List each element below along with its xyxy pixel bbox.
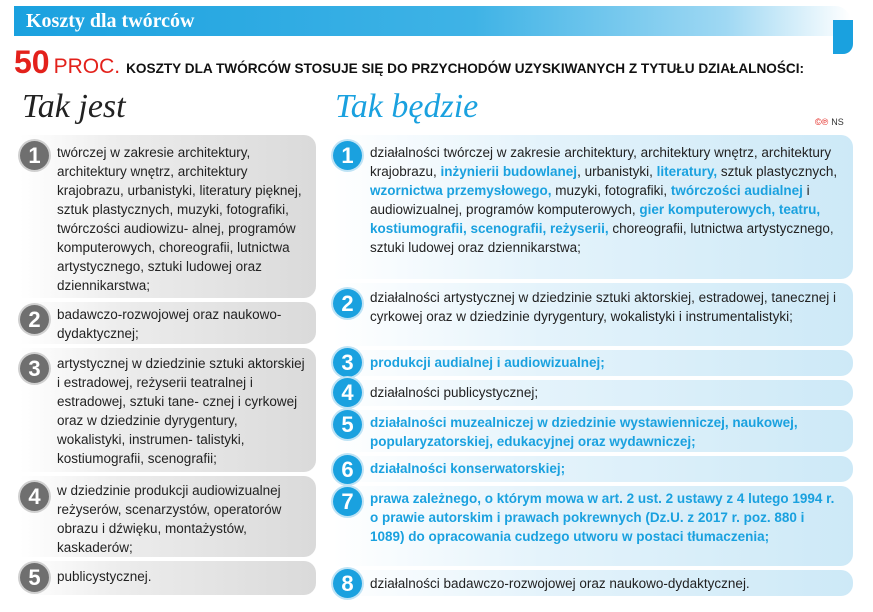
credit-mark [815, 117, 844, 127]
column-title-current: Tak jest [22, 88, 126, 125]
current-item-text: artystycznej w dziedzinie sztuki aktorskiej i estradowej, reżyserii teatralnej i estradowej, sztuki tane- cznej i cyrkowej oraz w dziedzinie dyrygentury, wokalistyki, instrumen- talistyki, kostiumografii, scenografii; [57, 356, 305, 466]
item-number-badge: 1 [333, 141, 362, 170]
copyright-icon: ©℗ [815, 117, 829, 127]
page-title: Koszty dla twórców [26, 10, 195, 32]
item-text-highlight: wzornictwa przemysłowego, [370, 183, 552, 198]
item-number-badge: 1 [20, 141, 49, 170]
item-text-part: i audiowizualnej, programów komputerowych, [370, 183, 810, 217]
current-list-item [20, 302, 316, 344]
current-item-text: badawczo-rozwojowej oraz naukowo-dydaktycznej; [57, 307, 282, 341]
future-list-item [333, 380, 853, 406]
future-item-text: działalności artystycznej w dziedzinie sztuki aktorskiej, estradowej, tanecznej i cyrkowej oraz w dziedzinie dyrygentury, wokalistyki i instrumentalistyki; [370, 290, 836, 324]
future-list-item [333, 135, 853, 279]
current-list-item [20, 561, 316, 595]
item-number-badge: 4 [333, 378, 362, 407]
subheadline [14, 44, 804, 81]
future-list-item [333, 456, 853, 482]
column-title-future: Tak będzie [335, 88, 479, 125]
current-list-item [20, 348, 316, 472]
percentage-unit: PROC. [53, 55, 121, 78]
item-number-badge: 5 [20, 563, 49, 592]
item-text-part: choreografii, lutnictwa artystycznego, sztuki ludowej oraz dziennikarstwa; [370, 221, 834, 255]
item-text-part: muzyki, fotografiki, [551, 183, 671, 198]
current-item-text: w dziedzinie produkcji audiowizualnej reżyserów, scenarzystów, operatorów obrazu i dźwięku, montażystów, kaskaderów; [57, 483, 282, 555]
item-text-part: , urbanistyki, [577, 164, 657, 179]
item-number-badge: 3 [20, 354, 49, 383]
current-item-text: publicystycznej. [57, 569, 152, 584]
future-item-text: prawa zależnego, o którym mowa w art. 2 ust. 2 ustawy z 4 lutego 1994 r. o prawie autorskim i prawach pokrewnych (Dz.U. z 2017 r. poz. 880 i 1089) do opracowania cudzego utworu w postaci tłumaczenia; [370, 491, 835, 544]
header-decoration [833, 20, 853, 54]
future-list-item [333, 350, 853, 376]
item-number-badge: 7 [333, 487, 362, 516]
future-list-item [333, 410, 853, 452]
item-text-part: działalności twórczej w zakresie architektury, architektury wnętrz, architektury krajobrazu, [370, 145, 832, 179]
future-item-text: działalności konserwatorskiej; [370, 461, 566, 476]
item-number-badge: 2 [20, 305, 49, 334]
item-text-part: sztuk plastycznych, [717, 164, 838, 179]
item-number-badge: 3 [333, 348, 362, 377]
future-item-text: działalności publicystycznej; [370, 385, 539, 400]
future-item-text: działalności badawczo-rozwojowej oraz naukowo-dydaktycznej. [370, 576, 750, 591]
future-item-text [370, 143, 840, 257]
item-number-badge: 4 [20, 482, 49, 511]
current-list-item [20, 135, 316, 298]
future-item-text: działalności muzealniczej w dziedzinie wystawienniczej, naukowej, popularyzatorskiej, edukacyjnej oraz wydawniczej; [370, 415, 798, 449]
item-text-highlight: gier komputerowych, teatru, kostiumografii, scenografii, reżyserii, [370, 202, 821, 236]
future-list-item [333, 283, 853, 346]
future-item-text: produkcji audialnej i audiowizualnej; [370, 355, 605, 370]
item-number-badge: 6 [333, 455, 362, 484]
item-number-badge: 5 [333, 410, 362, 439]
current-list-item [20, 476, 316, 557]
current-item-text: twórczej w zakresie architektury, architektury wnętrz, architektury krajobrazu, urbanistyki, literatury pięknej, sztuk plastycznych, muzyki, fotografiki, twórczości audiowizu- alnej, programów komputerowych, choreografii, lutnictwa artystycznego, sztuki ludowej oraz dziennikarstwa; [57, 145, 302, 293]
header-bar [14, 6, 851, 36]
item-text-highlight: twórczości audialnej [670, 183, 803, 198]
subheadline-text: KOSZTY DLA TWÓRCÓW STOSUJE SIĘ DO PRZYCHODÓW UZYSKIWANYCH Z TYTUŁU DZIAŁALNOŚCI: [126, 61, 805, 76]
future-list-item [333, 570, 853, 596]
future-list-item [333, 486, 853, 566]
item-number-badge: 8 [333, 569, 362, 598]
percentage-number: 50 [14, 44, 50, 80]
item-number-badge: 2 [333, 289, 362, 318]
agency-credit: NS [831, 117, 844, 127]
item-text-highlight: inżynierii budowlanej [440, 164, 578, 179]
item-text-highlight: literatury, [656, 164, 718, 179]
